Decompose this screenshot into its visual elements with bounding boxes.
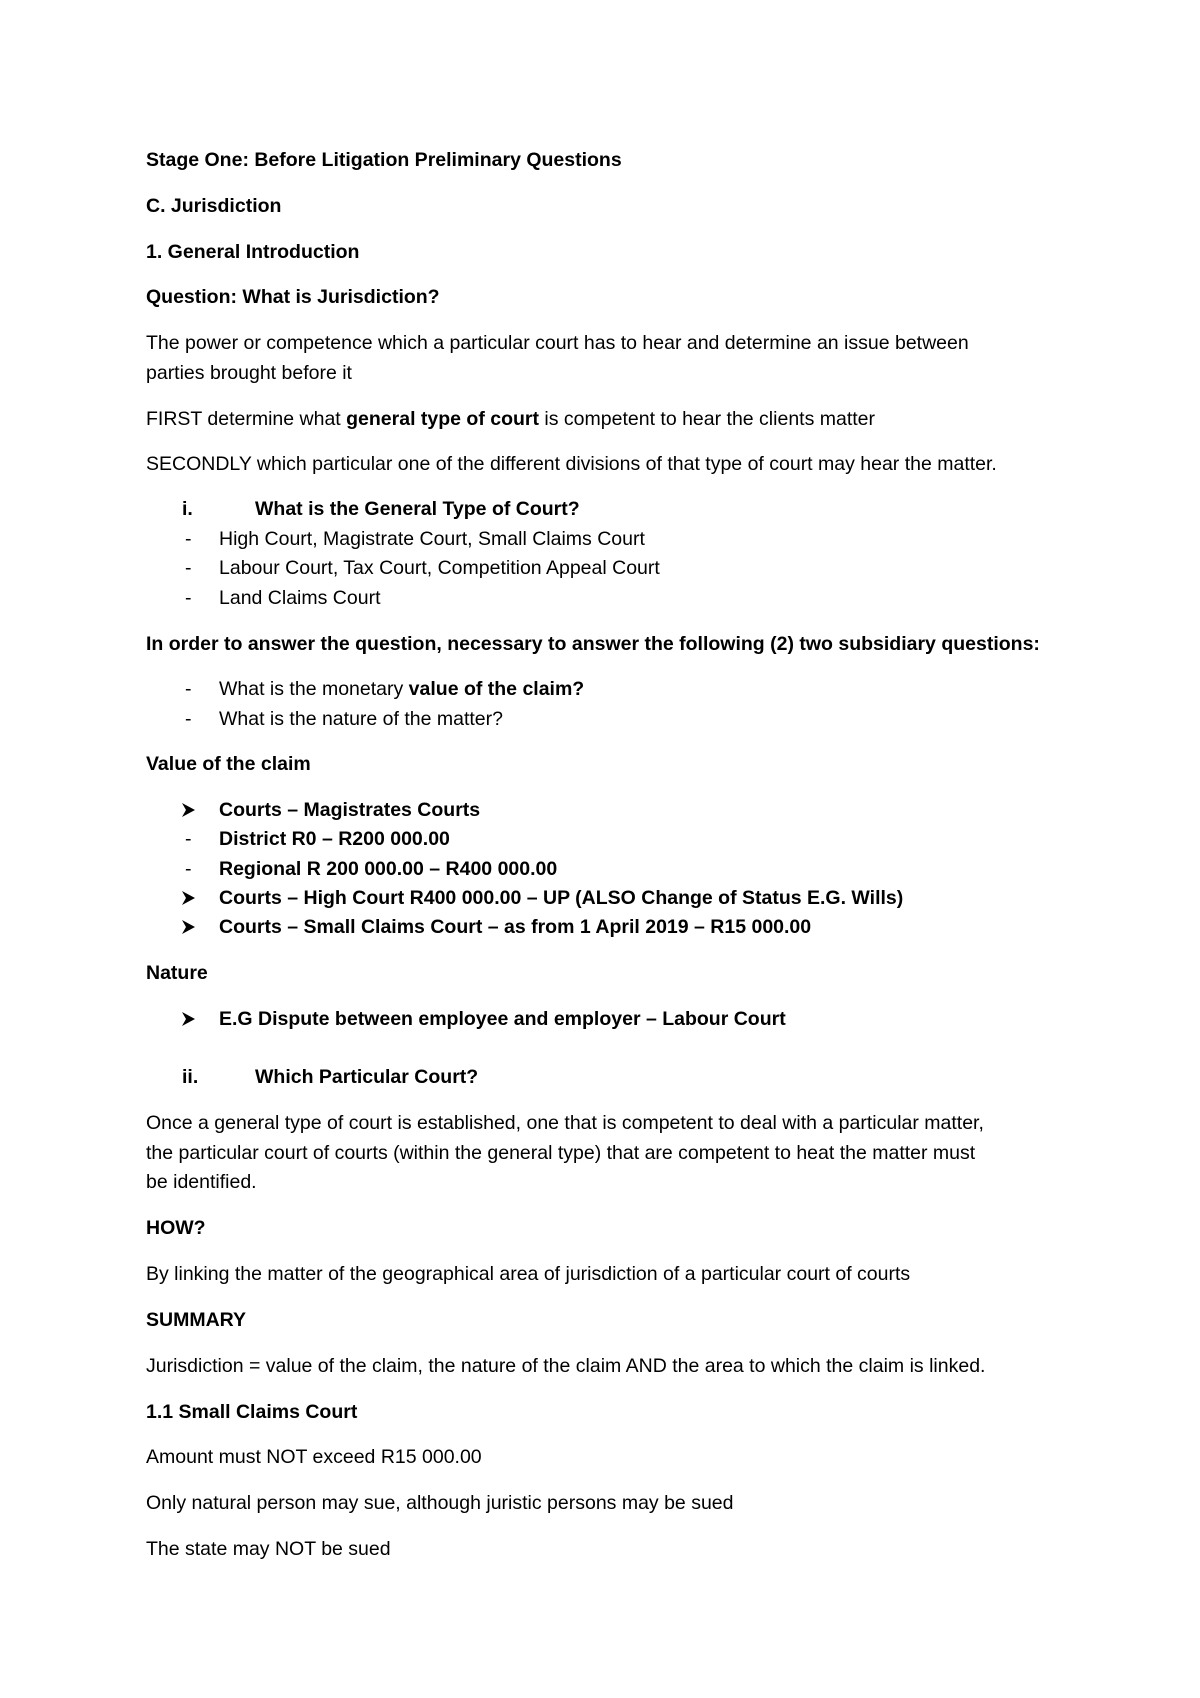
value-item-high-court: Courts – High Court R400 000.00 – UP (ALSO Change of Status E.G. Wills) bbox=[219, 887, 904, 909]
small-claims-line-2: Only natural person may sue, although juristic persons may be sued bbox=[146, 1492, 734, 1514]
how-heading: HOW? bbox=[146, 1217, 206, 1239]
secondly-paragraph: SECONDLY which particular one of the different divisions of that type of court may hear the matter. bbox=[146, 453, 997, 475]
subsection-heading: 1. General Introduction bbox=[146, 241, 360, 263]
dash-bullet: - bbox=[185, 587, 192, 609]
court-type-item: Land Claims Court bbox=[219, 587, 381, 609]
arrowhead-bullet-icon bbox=[181, 798, 199, 822]
question-heading: Question: What is Jurisdiction? bbox=[146, 286, 440, 308]
once-line-3: be identified. bbox=[146, 1171, 257, 1193]
subsidiary-question-2: What is the nature of the matter? bbox=[219, 708, 503, 730]
definition-line-1: The power or competence which a particular court has to hear and determine an issue between bbox=[146, 332, 969, 354]
value-item-regional: Regional R 200 000.00 – R400 000.00 bbox=[219, 858, 558, 880]
dash-bullet: - bbox=[185, 678, 192, 700]
court-type-item: High Court, Magistrate Court, Small Claims Court bbox=[219, 528, 645, 550]
once-line-1: Once a general type of court is established, one that is competent to deal with a particular matter, bbox=[146, 1112, 984, 1134]
section-heading: C. Jurisdiction bbox=[146, 195, 282, 217]
nature-heading: Nature bbox=[146, 962, 208, 984]
roman-numeral-i: i. bbox=[182, 498, 193, 520]
arrowhead-bullet-icon bbox=[181, 915, 199, 939]
part-i-heading: What is the General Type of Court? bbox=[255, 498, 580, 520]
summary-heading: SUMMARY bbox=[146, 1309, 247, 1331]
dash-bullet: - bbox=[185, 828, 192, 850]
definition-line-2: parties brought before it bbox=[146, 362, 352, 384]
first-paragraph: FIRST determine what general type of court is competent to hear the clients matter bbox=[146, 408, 876, 430]
value-item-small-claims: Courts – Small Claims Court – as from 1 April 2019 – R15 000.00 bbox=[219, 916, 812, 938]
small-claims-heading: 1.1 Small Claims Court bbox=[146, 1401, 358, 1423]
subsidiary-question-1: What is the monetary value of the claim? bbox=[219, 678, 585, 700]
value-heading: Value of the claim bbox=[146, 753, 311, 775]
small-claims-line-1: Amount must NOT exceed R15 000.00 bbox=[146, 1446, 482, 1468]
summary-text: Jurisdiction = value of the claim, the nature of the claim AND the area to which the claim is linked. bbox=[146, 1355, 986, 1377]
how-text: By linking the matter of the geographical area of jurisdiction of a particular court of courts bbox=[146, 1263, 911, 1285]
dash-bullet: - bbox=[185, 858, 192, 880]
dash-bullet: - bbox=[185, 528, 192, 550]
once-line-2: the particular court of courts (within the general type) that are competent to heat the matter must bbox=[146, 1142, 976, 1164]
small-claims-line-3: The state may NOT be sued bbox=[146, 1538, 391, 1560]
part-ii-heading: Which Particular Court? bbox=[255, 1066, 479, 1088]
value-item-magistrates: Courts – Magistrates Courts bbox=[219, 799, 481, 821]
roman-numeral-ii: ii. bbox=[182, 1066, 199, 1088]
arrowhead-bullet-icon bbox=[181, 886, 199, 910]
arrowhead-bullet-icon bbox=[181, 1007, 199, 1031]
subsidiary-intro: In order to answer the question, necessary to answer the following (2) two subsidiary questions: bbox=[146, 633, 1040, 655]
document-title: Stage One: Before Litigation Preliminary Questions bbox=[146, 149, 622, 171]
dash-bullet: - bbox=[185, 557, 192, 579]
nature-item: E.G Dispute between employee and employer – Labour Court bbox=[219, 1008, 786, 1030]
dash-bullet: - bbox=[185, 708, 192, 730]
value-item-district: District R0 – R200 000.00 bbox=[219, 828, 450, 850]
court-type-item: Labour Court, Tax Court, Competition Appeal Court bbox=[219, 557, 660, 579]
